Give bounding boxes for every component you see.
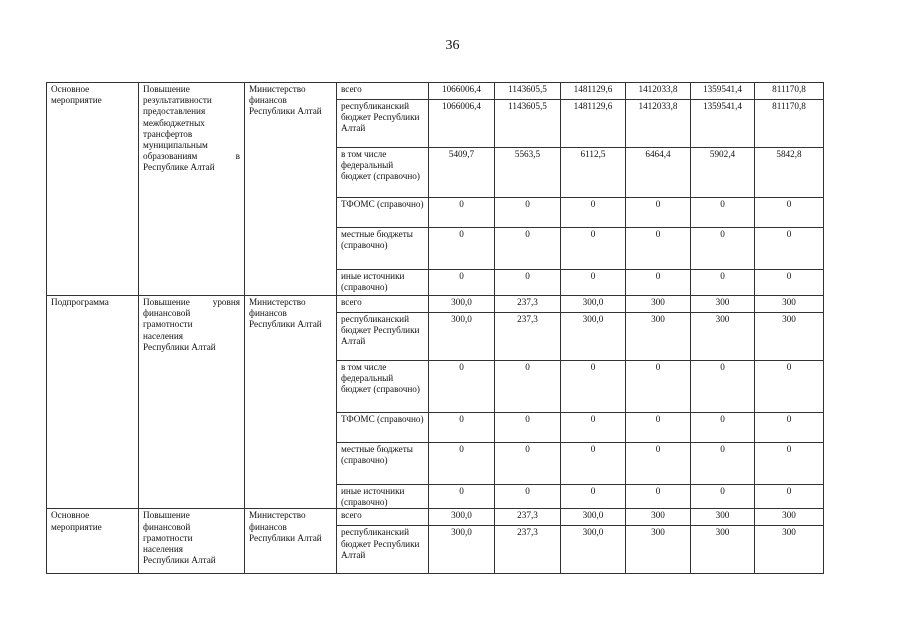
amount-cell: 5563,5 xyxy=(495,148,561,198)
amount-cell: 0 xyxy=(561,413,626,443)
item-name-cell xyxy=(139,509,245,574)
amount-cell: 0 xyxy=(429,413,495,443)
amount-cell: 0 xyxy=(691,413,755,443)
amount-cell: 0 xyxy=(495,443,561,485)
item-name-line: трансфертов xyxy=(143,128,193,139)
amount-cell: 0 xyxy=(755,413,824,443)
item-name-line: Повышение xyxy=(143,84,190,94)
amount-cell: 300 xyxy=(626,509,691,526)
amount-cell: 300,0 xyxy=(561,526,626,574)
item-name-line: Повышение уровня xyxy=(143,297,240,307)
funding-source-cell: республиканский бюджет Республики Алтай xyxy=(337,526,429,574)
executor-cell: Министерство финансов Республики Алтай xyxy=(245,83,337,296)
amount-cell: 5842,8 xyxy=(755,148,824,198)
funding-source-cell: ТФОМС (справочно) xyxy=(337,198,429,228)
amount-cell: 0 xyxy=(755,228,824,270)
funding-source-cell: всего xyxy=(337,83,429,100)
table-row xyxy=(47,509,824,526)
amount-cell: 0 xyxy=(495,413,561,443)
table-body xyxy=(47,83,824,574)
amount-cell: 0 xyxy=(755,270,824,296)
amount-cell: 0 xyxy=(561,270,626,296)
funding-source-cell: иные источники (справочно) xyxy=(337,485,429,509)
amount-cell: 0 xyxy=(755,361,824,413)
amount-cell: 300,0 xyxy=(561,509,626,526)
amount-cell: 0 xyxy=(755,485,824,509)
item-name-line: муниципальным xyxy=(143,140,208,151)
amount-cell: 1359541,4 xyxy=(691,83,755,100)
item-name-line: предоставления xyxy=(143,106,206,117)
amount-cell: 0 xyxy=(691,198,755,228)
amount-cell: 0 xyxy=(626,443,691,485)
amount-cell: 0 xyxy=(429,270,495,296)
amount-cell: 237,3 xyxy=(495,509,561,526)
item-name-line: финансовой xyxy=(143,308,191,319)
item-type-cell: Подпрограмма xyxy=(47,296,139,509)
amount-cell: 300,0 xyxy=(561,296,626,313)
item-name-line: населения xyxy=(143,544,183,555)
item-name-cell xyxy=(139,296,245,509)
amount-cell: 0 xyxy=(626,485,691,509)
amount-cell: 300 xyxy=(755,526,824,574)
amount-cell: 300,0 xyxy=(429,526,495,574)
table-row xyxy=(47,83,824,100)
amount-cell: 300,0 xyxy=(429,313,495,361)
funding-source-cell: республиканский бюджет Республики Алтай xyxy=(337,313,429,361)
amount-cell: 0 xyxy=(495,270,561,296)
item-name-line: образованиям в xyxy=(143,151,240,162)
amount-cell: 0 xyxy=(691,361,755,413)
funding-source-cell: всего xyxy=(337,296,429,313)
amount-cell: 5902,4 xyxy=(691,148,755,198)
amount-cell: 237,3 xyxy=(495,526,561,574)
item-name-line: грамотности xyxy=(143,532,193,543)
amount-cell: 300 xyxy=(755,509,824,526)
amount-cell: 0 xyxy=(429,198,495,228)
amount-cell: 0 xyxy=(626,198,691,228)
amount-cell: 237,3 xyxy=(495,313,561,361)
amount-cell: 0 xyxy=(626,270,691,296)
item-name-line: Республике Алтай xyxy=(143,162,215,173)
amount-cell: 300 xyxy=(626,296,691,313)
amount-cell: 237,3 xyxy=(495,296,561,313)
amount-cell: 1066006,4 xyxy=(429,83,495,100)
amount-cell: 0 xyxy=(429,228,495,270)
executor-cell: Министерство финансов Республики Алтай xyxy=(245,296,337,509)
funding-source-cell: местные бюджеты (справочно) xyxy=(337,443,429,485)
executor-cell: Министерство финансов Республики Алтай xyxy=(245,509,337,574)
amount-cell: 1481129,6 xyxy=(561,100,626,148)
funding-source-cell: иные источники (справочно) xyxy=(337,270,429,296)
amount-cell: 300 xyxy=(626,313,691,361)
amount-cell: 1066006,4 xyxy=(429,100,495,148)
amount-cell: 300 xyxy=(755,296,824,313)
funding-source-cell: в том числе федеральный бюджет (справочно) xyxy=(337,361,429,413)
amount-cell: 1143605,5 xyxy=(495,83,561,100)
amount-cell: 300 xyxy=(691,313,755,361)
amount-cell: 0 xyxy=(755,443,824,485)
funding-source-cell: местные бюджеты (справочно) xyxy=(337,228,429,270)
amount-cell: 300 xyxy=(626,526,691,574)
funding-source-cell: ТФОМС (справочно) xyxy=(337,413,429,443)
amount-cell: 0 xyxy=(495,361,561,413)
amount-cell: 0 xyxy=(495,228,561,270)
amount-cell: 6112,5 xyxy=(561,148,626,198)
amount-cell: 300,0 xyxy=(429,509,495,526)
amount-cell: 0 xyxy=(691,443,755,485)
item-name-line: Повышение xyxy=(143,510,190,521)
amount-cell: 300 xyxy=(755,313,824,361)
amount-cell: 0 xyxy=(561,485,626,509)
amount-cell: 300 xyxy=(691,296,755,313)
amount-cell: 0 xyxy=(755,198,824,228)
item-name-line: результативности xyxy=(143,95,212,106)
amount-cell: 1143605,5 xyxy=(495,100,561,148)
amount-cell: 0 xyxy=(429,443,495,485)
amount-cell: 1412033,8 xyxy=(626,83,691,100)
funding-source-cell: всего xyxy=(337,509,429,526)
amount-cell: 300,0 xyxy=(429,296,495,313)
funding-source-cell: в том числе федеральный бюджет (справочно) xyxy=(337,148,429,198)
amount-cell: 811170,8 xyxy=(755,100,824,148)
amount-cell: 1359541,4 xyxy=(691,100,755,148)
amount-cell: 0 xyxy=(561,198,626,228)
item-name-line: населения xyxy=(143,330,183,341)
page-number: 36 xyxy=(445,38,460,53)
amount-cell: 0 xyxy=(691,270,755,296)
item-name-line: межбюджетных xyxy=(143,117,205,128)
funding-source-cell: республиканский бюджет Республики Алтай xyxy=(337,100,429,148)
item-name-line: грамотности xyxy=(143,319,193,330)
item-name-line: Республики Алтай xyxy=(143,555,216,566)
amount-cell: 0 xyxy=(626,228,691,270)
amount-cell: 0 xyxy=(495,198,561,228)
budget-table xyxy=(46,82,824,574)
amount-cell: 0 xyxy=(561,228,626,270)
amount-cell: 0 xyxy=(561,361,626,413)
item-name-line: Республики Алтай xyxy=(143,341,216,352)
amount-cell: 1412033,8 xyxy=(626,100,691,148)
amount-cell: 300,0 xyxy=(561,313,626,361)
item-type-cell: Основное мероприятие xyxy=(47,83,139,296)
amount-cell: 0 xyxy=(691,228,755,270)
amount-cell: 6464,4 xyxy=(626,148,691,198)
amount-cell: 0 xyxy=(626,361,691,413)
item-type-cell: Основное мероприятие xyxy=(47,509,139,574)
amount-cell: 1481129,6 xyxy=(561,83,626,100)
table-row xyxy=(47,296,824,313)
amount-cell: 811170,8 xyxy=(755,83,824,100)
amount-cell: 0 xyxy=(626,413,691,443)
amount-cell: 300 xyxy=(691,526,755,574)
amount-cell: 0 xyxy=(429,361,495,413)
amount-cell: 0 xyxy=(495,485,561,509)
item-name-cell xyxy=(139,83,245,296)
amount-cell: 0 xyxy=(429,485,495,509)
amount-cell: 0 xyxy=(691,485,755,509)
amount-cell: 300 xyxy=(691,509,755,526)
amount-cell: 0 xyxy=(561,443,626,485)
item-name-line: финансовой xyxy=(143,521,191,532)
amount-cell: 5409,7 xyxy=(429,148,495,198)
